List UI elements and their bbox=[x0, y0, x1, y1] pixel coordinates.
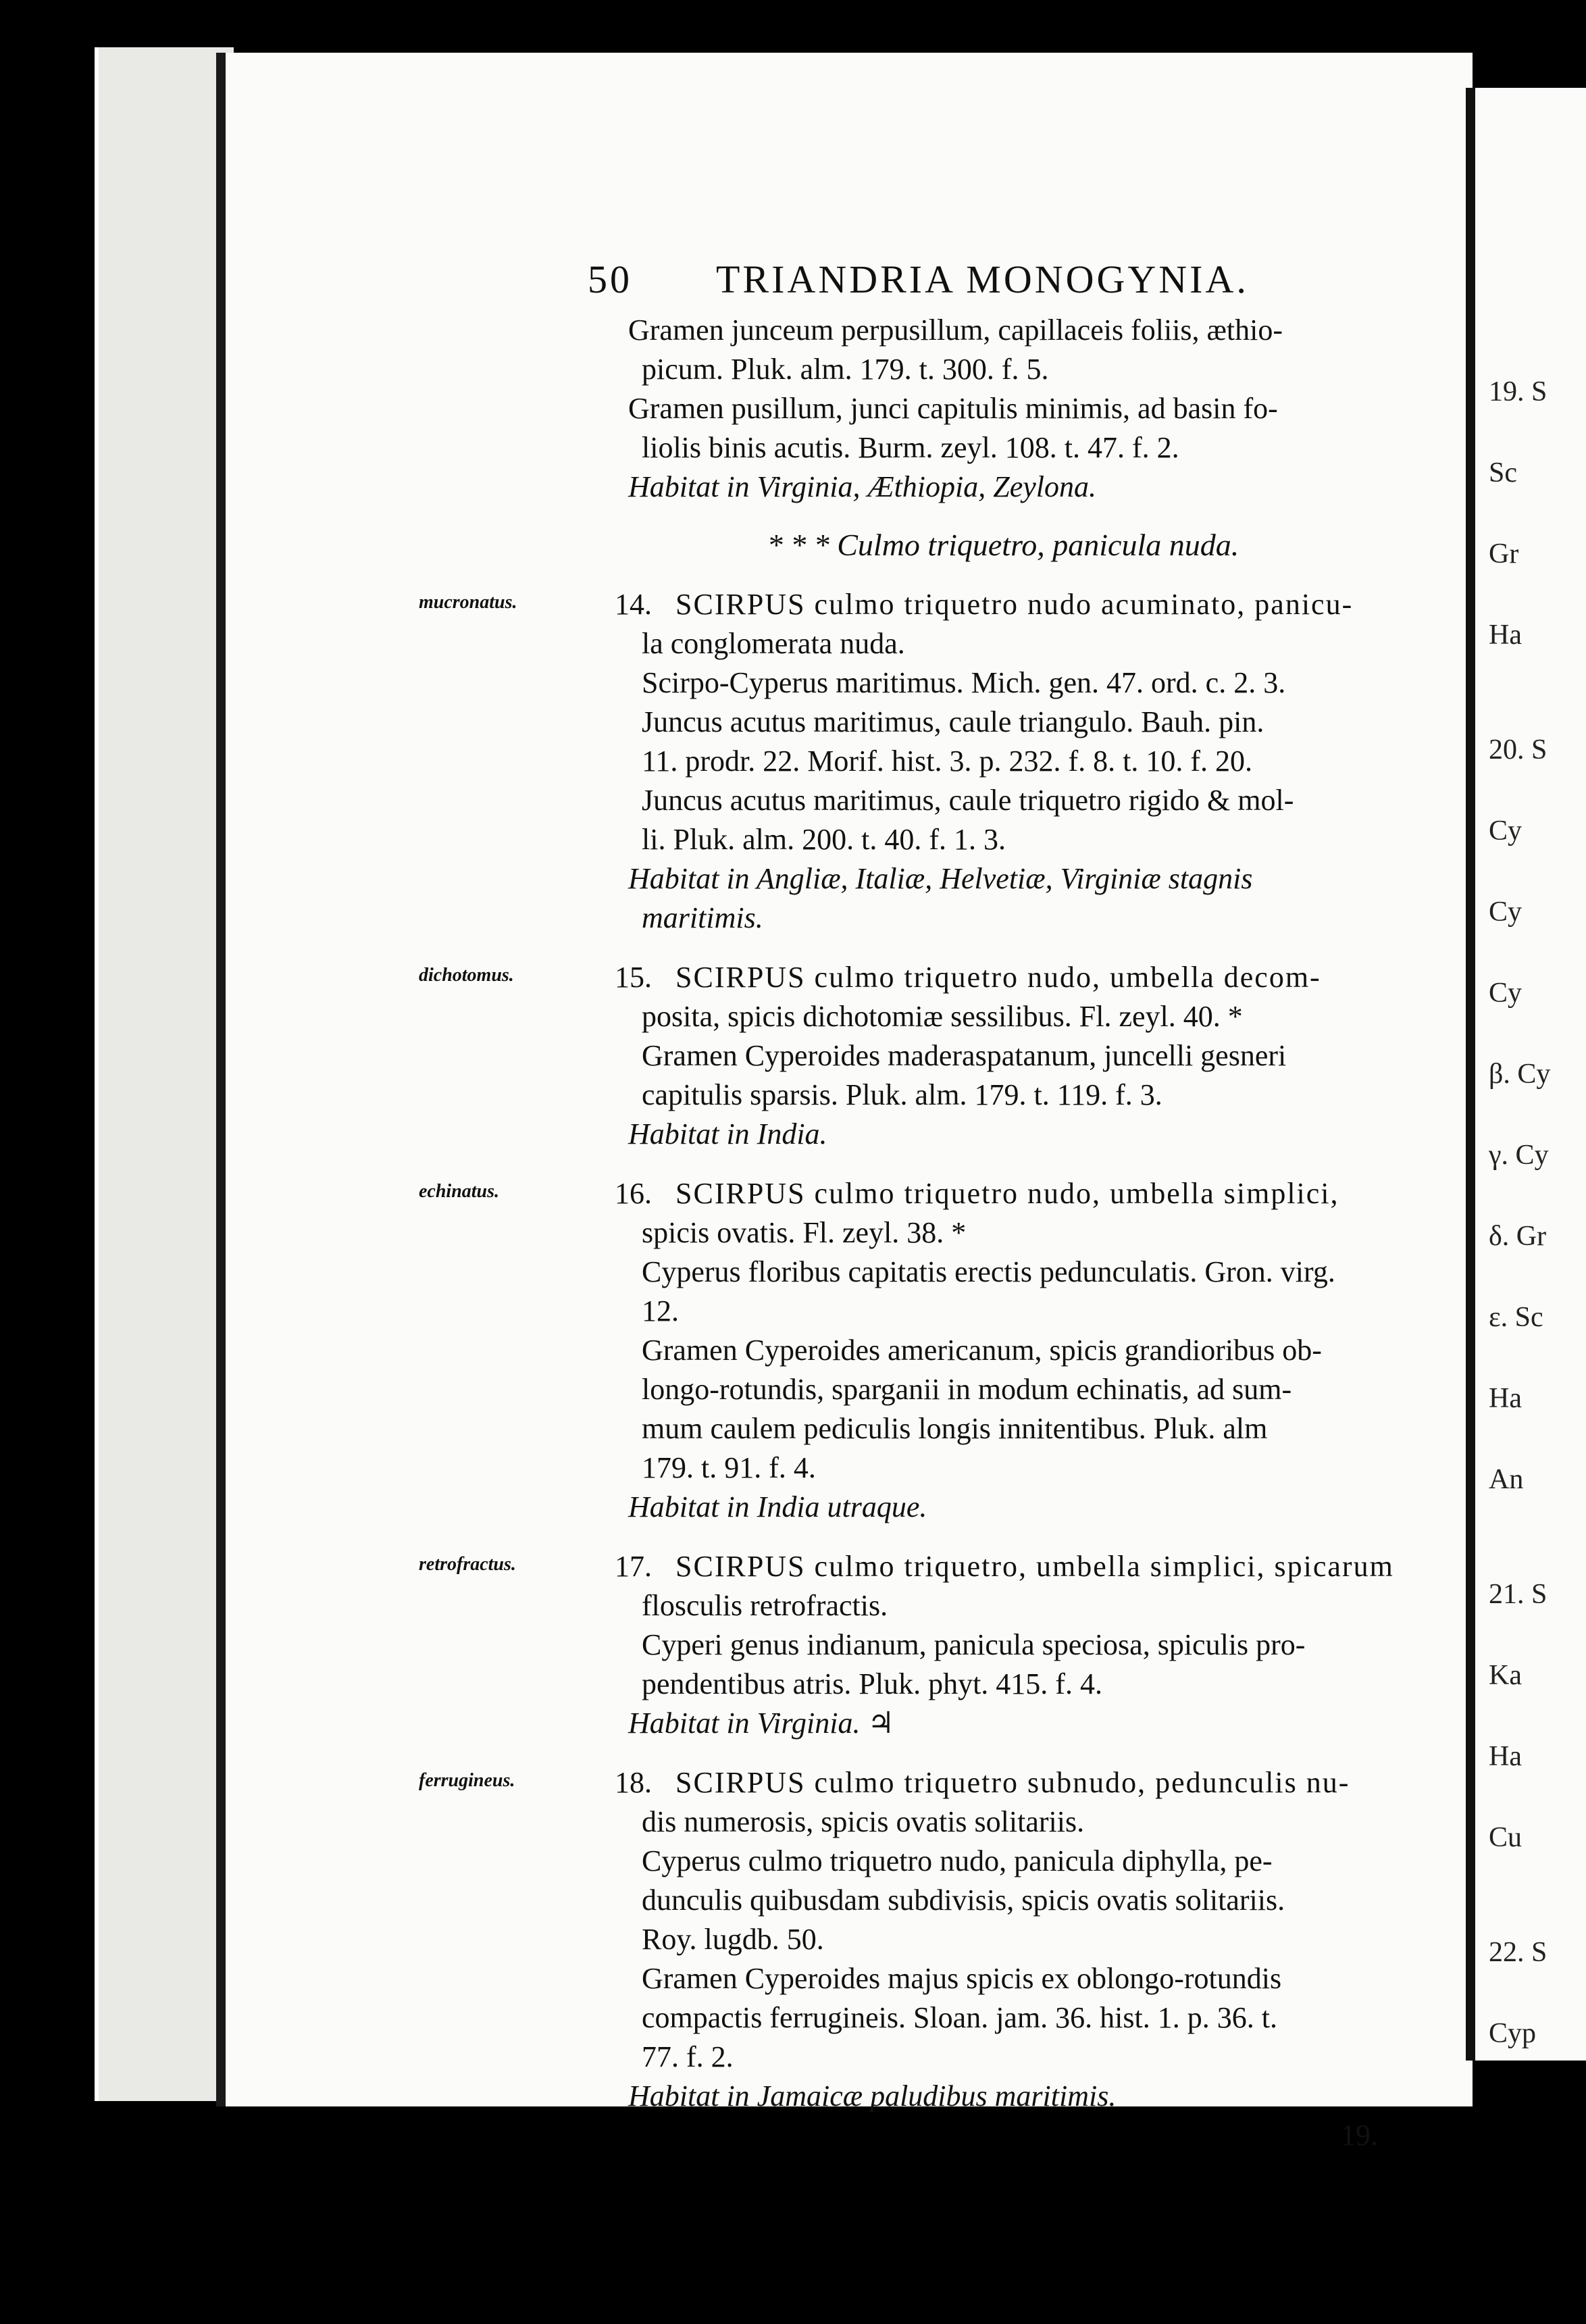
entry-first-line bbox=[419, 585, 1385, 624]
facing-page-fragment: 19. S bbox=[1489, 376, 1547, 407]
text-line: Cyperus floribus capitatis erectis pedunculatis. Gron. virg. bbox=[642, 1255, 1335, 1288]
text-line: pendentibus atris. Pluk. phyt. 415. f. 4. bbox=[642, 1667, 1102, 1700]
text-line: Juncus acutus maritimus, caule triquetro rigido & mol- bbox=[642, 784, 1294, 817]
entry-first-line bbox=[419, 1547, 1394, 1586]
page-number: 50 bbox=[588, 257, 632, 301]
text-line: 179. t. 91. f. 4. bbox=[642, 1451, 816, 1484]
text-line: compactis ferrugineis. Sloan. jam. 36. hist. 1. p. 36. t. bbox=[642, 2001, 1277, 2034]
facing-page-fragment: Ka bbox=[1489, 1660, 1522, 1691]
entry-diagnosis: SCIRPUS culmo triquetro nudo acuminato, panicu- bbox=[675, 588, 1354, 621]
facing-page-fragment: γ. Cy bbox=[1489, 1140, 1549, 1171]
text-line: posita, spicis dichotomiæ sessilibus. Fl. zeyl. 40. * bbox=[642, 1000, 1243, 1033]
facing-page-fragment: Cy bbox=[1489, 815, 1523, 847]
entry-number: 17. bbox=[615, 1550, 652, 1583]
text-line: la conglomerata nuda. bbox=[642, 627, 905, 660]
facing-page-fragment: Cy bbox=[1489, 978, 1523, 1009]
entry-number: 16. bbox=[615, 1177, 652, 1210]
habitat-line: Habitat in Virginia. ♃ bbox=[628, 1707, 894, 1740]
text-line: Gramen Cyperoides americanum, spicis grandioribus ob- bbox=[642, 1334, 1322, 1367]
trivial-name: echinatus. bbox=[419, 1181, 500, 1202]
text-line: capitulis sparsis. Pluk. alm. 179. t. 119. f. 3. bbox=[642, 1078, 1162, 1111]
section-heading: * * * Culmo triquetro, panicula nuda. bbox=[767, 528, 1239, 562]
page-edge-stack bbox=[95, 47, 234, 2101]
habitat-line: Habitat in India. bbox=[628, 1117, 827, 1151]
entry-number: 14. bbox=[615, 588, 652, 621]
text-line: 12. bbox=[642, 1294, 679, 1328]
text-line: Scirpo-Cyperus maritimus. Mich. gen. 47. ord. c. 2. 3. bbox=[642, 666, 1286, 699]
trivial-name: ferrugineus. bbox=[419, 1770, 515, 1791]
facing-page-fragment: Ha bbox=[1489, 1741, 1522, 1772]
entry-diagnosis: SCIRPUS culmo triquetro nudo, umbella simplici, bbox=[675, 1177, 1339, 1210]
facing-page-fragment: 20. S bbox=[1489, 734, 1547, 765]
intro-block bbox=[419, 311, 1385, 507]
text-line: Roy. lugdb. 50. bbox=[642, 1923, 824, 1956]
entry-first-line bbox=[419, 1763, 1385, 1802]
text-line: Cyperi genus indianum, panicula speciosa, spiculis pro- bbox=[642, 1628, 1306, 1661]
facing-page-fragment: Gr bbox=[1489, 538, 1519, 570]
facing-page-fragment: 22. S bbox=[1489, 1937, 1547, 1968]
text-line: 77. f. 2. bbox=[642, 2040, 734, 2073]
text-line: li. Pluk. alm. 200. t. 40. f. 1. 3. bbox=[642, 823, 1006, 856]
facing-page-fragment: Ha bbox=[1489, 1383, 1522, 1414]
facing-page-fragment: δ. Gr bbox=[1489, 1221, 1547, 1252]
trivial-name: retrofractus. bbox=[419, 1554, 516, 1575]
facing-page-fragment: 21. S bbox=[1489, 1579, 1547, 1610]
facing-page-fragment: Cyp bbox=[1489, 2018, 1537, 2049]
text-line: 11. prodr. 22. Morif. hist. 3. p. 232. f. 8. t. 10. f. 20. bbox=[642, 744, 1252, 778]
text-line: Gramen Cyperoides maderaspatanum, juncelli gesneri bbox=[642, 1039, 1287, 1072]
habitat-line: Habitat in Angliæ, Italiæ, Helvetiæ, Virginiæ stagnis bbox=[628, 862, 1253, 895]
facing-page-fragment: Cu bbox=[1489, 1822, 1523, 1853]
text-line: Gramen Cyperoides majus spicis ex oblongo-rotundis bbox=[642, 1962, 1282, 1995]
page-content bbox=[419, 250, 1394, 2155]
text-line: dunculis quibusdam subdivisis, spicis ovatis solitariis. bbox=[642, 1884, 1285, 1917]
facing-page-fragment: Cy bbox=[1489, 896, 1523, 928]
entry-diagnosis: SCIRPUS culmo triquetro nudo, umbella decom- bbox=[675, 961, 1321, 994]
text-line: liolis binis acutis. Burm. zeyl. 108. t. 47. f. 2. bbox=[642, 431, 1179, 464]
facing-page-fragment: Sc bbox=[1489, 457, 1517, 488]
facing-page-fragment: Ha bbox=[1489, 620, 1522, 651]
text-line: Juncus acutus maritimus, caule triangulo. Bauh. pin. bbox=[642, 705, 1264, 738]
habitat-line: Habitat in Jamaicæ paludibus maritimis. bbox=[628, 2079, 1117, 2113]
habitat-line: Habitat in Virginia, Æthiopia, Zeylona. bbox=[628, 470, 1096, 503]
facing-page bbox=[1466, 88, 1586, 2061]
species-entries bbox=[419, 585, 1394, 2116]
entry-number: 15. bbox=[615, 961, 652, 994]
entry-first-line bbox=[419, 958, 1385, 997]
facing-page-fragment: β. Cy bbox=[1489, 1059, 1551, 1090]
text-line: maritimis. bbox=[642, 901, 763, 934]
text-line: spicis ovatis. Fl. zeyl. 38. * bbox=[642, 1216, 967, 1249]
text-line: dis numerosis, spicis ovatis solitariis. bbox=[642, 1805, 1085, 1838]
facing-page-fragment: ε. Sc bbox=[1489, 1302, 1543, 1333]
species-entry bbox=[419, 958, 1385, 1154]
entry-diagnosis: SCIRPUS culmo triquetro, umbella simplici, spicarum bbox=[675, 1550, 1394, 1583]
entry-first-line bbox=[419, 1174, 1385, 1213]
running-header bbox=[419, 250, 1385, 311]
entry-diagnosis: SCIRPUS culmo triquetro subnudo, pedunculis nu- bbox=[675, 1766, 1350, 1799]
species-entry bbox=[419, 585, 1385, 938]
text-line: flosculis retrofractis. bbox=[642, 1589, 888, 1622]
species-entry bbox=[419, 1174, 1385, 1527]
text-line: Gramen junceum perpusillum, capillaceis foliis, æthio- bbox=[628, 313, 1283, 347]
habitat-line: Habitat in India utraque. bbox=[628, 1490, 927, 1523]
facing-page-fragment: An bbox=[1489, 1464, 1524, 1495]
entry-number: 18. bbox=[615, 1766, 652, 1799]
trivial-name: mucronatus. bbox=[419, 592, 517, 613]
species-entry bbox=[419, 1547, 1394, 1743]
text-line: picum. Pluk. alm. 179. t. 300. f. 5. bbox=[642, 353, 1049, 386]
species-entry bbox=[419, 1763, 1385, 2116]
text-line: mum caulem pediculis longis innitentibus. Pluk. alm bbox=[642, 1412, 1268, 1445]
text-line: Gramen pusillum, junci capitulis minimis, ad basin fo- bbox=[628, 392, 1278, 425]
page-title: TRIANDRIA MONOGYNIA. bbox=[716, 257, 1249, 301]
catchword: 19. bbox=[1341, 2119, 1378, 2152]
text-line: longo-rotundis, sparganii in modum echinatis, ad sum- bbox=[642, 1373, 1292, 1406]
trivial-name: dichotomus. bbox=[419, 965, 514, 986]
text-line: Cyperus culmo triquetro nudo, panicula diphylla, pe- bbox=[642, 1844, 1273, 1877]
